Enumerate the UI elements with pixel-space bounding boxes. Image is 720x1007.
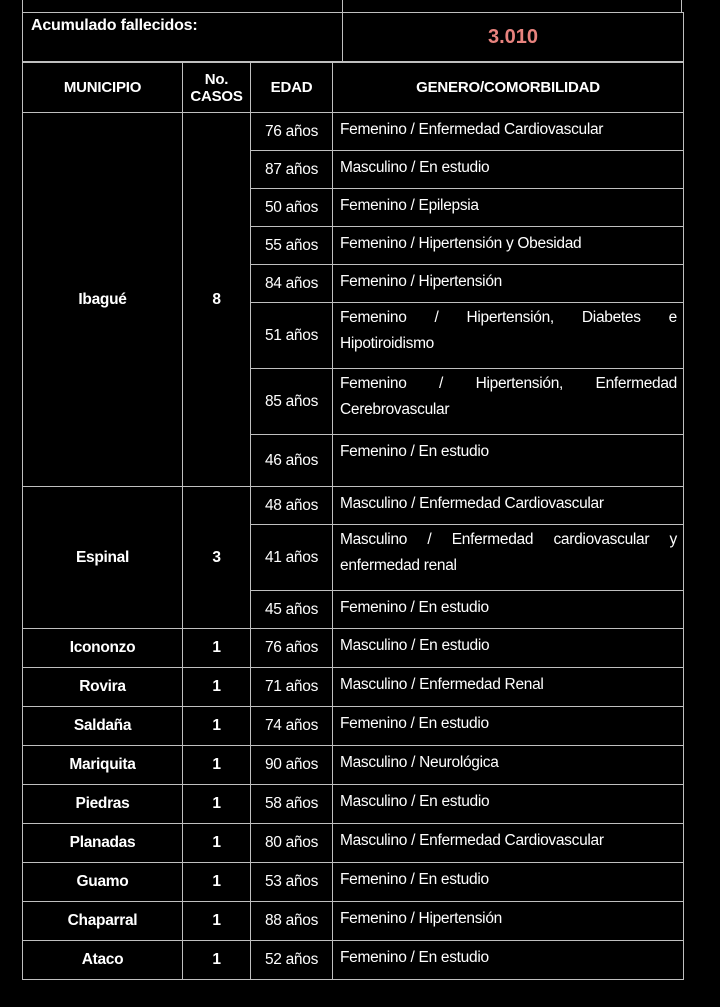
edad-cell: 71 años (251, 668, 333, 707)
genero-comorbilidad-cell (333, 707, 684, 746)
edad-cell: 41 años (251, 525, 333, 591)
genero-comorbilidad-cell (333, 785, 684, 824)
genero-comorbilidad-text: Femenino / Hipertensión, Enfermedad Cerebrovascular (340, 375, 677, 418)
edad-cell: 50 años (251, 189, 333, 227)
edad-cell: 80 años (251, 824, 333, 863)
genero-comorbilidad-text: Femenino / En estudio (340, 599, 489, 616)
genero-comorbilidad-cell (333, 303, 684, 369)
genero-comorbilidad-text: Masculino / Enfermedad Cardiovascular (340, 832, 604, 849)
casos-cell: 1 (183, 668, 251, 707)
summary-table (22, 12, 684, 62)
casos-cell: 1 (183, 941, 251, 980)
municipio-cell: Icononzo (23, 629, 183, 668)
casos-cell: 8 (183, 113, 251, 487)
genero-comorbilidad-cell (333, 941, 684, 980)
genero-comorbilidad-text: Masculino / Enfermedad cardiovascular y enfermedad renal (340, 531, 677, 574)
genero-comorbilidad-cell (333, 435, 684, 487)
genero-comorbilidad-cell (333, 189, 684, 227)
table-body (23, 113, 684, 980)
casos-cell: 1 (183, 824, 251, 863)
genero-comorbilidad-cell (333, 824, 684, 863)
table-row (23, 941, 684, 980)
municipio-cell: Saldaña (23, 707, 183, 746)
casos-cell: 1 (183, 863, 251, 902)
edad-cell: 53 años (251, 863, 333, 902)
accumulated-deaths-value: 3.010 (343, 13, 684, 62)
edad-cell: 51 años (251, 303, 333, 369)
header-genero: GENERO/COMORBILIDAD (333, 63, 684, 113)
edad-cell: 87 años (251, 151, 333, 189)
genero-comorbilidad-cell (333, 113, 684, 151)
table-row (23, 863, 684, 902)
header-casos (183, 63, 251, 113)
genero-comorbilidad-cell (333, 227, 684, 265)
edad-cell: 74 años (251, 707, 333, 746)
edad-cell: 52 años (251, 941, 333, 980)
edad-cell: 76 años (251, 629, 333, 668)
genero-comorbilidad-cell (333, 746, 684, 785)
edad-cell: 55 años (251, 227, 333, 265)
table-row (23, 487, 684, 525)
edad-cell: 48 años (251, 487, 333, 525)
casos-cell: 1 (183, 746, 251, 785)
table-row (23, 668, 684, 707)
genero-comorbilidad-text: Femenino / En estudio (340, 949, 489, 966)
table-row (23, 707, 684, 746)
deaths-report (22, 0, 682, 980)
genero-comorbilidad-text: Femenino / En estudio (340, 871, 489, 888)
edad-cell: 45 años (251, 591, 333, 629)
genero-comorbilidad-cell (333, 151, 684, 189)
edad-cell: 76 años (251, 113, 333, 151)
genero-comorbilidad-text: Masculino / En estudio (340, 159, 490, 176)
genero-comorbilidad-text: Femenino / Hipertensión (340, 910, 502, 927)
genero-comorbilidad-cell (333, 369, 684, 435)
genero-comorbilidad-cell (333, 265, 684, 303)
municipio-cell: Ibagué (23, 113, 183, 487)
header-edad: EDAD (251, 63, 333, 113)
genero-comorbilidad-cell (333, 525, 684, 591)
genero-comorbilidad-text: Femenino / Hipertensión, Diabetes e Hipotiroidismo (340, 309, 677, 352)
municipio-cell: Espinal (23, 487, 183, 629)
genero-comorbilidad-text: Masculino / En estudio (340, 793, 490, 810)
casos-cell: 1 (183, 902, 251, 941)
municipio-cell: Ataco (23, 941, 183, 980)
genero-comorbilidad-text: Masculino / Neurológica (340, 754, 499, 771)
municipio-cell: Chaparral (23, 902, 183, 941)
header-municipio: MUNICIPIO (23, 63, 183, 113)
genero-comorbilidad-text: Masculino / Enfermedad Renal (340, 676, 544, 693)
genero-comorbilidad-cell (333, 902, 684, 941)
edad-cell: 46 años (251, 435, 333, 487)
table-row (23, 824, 684, 863)
genero-comorbilidad-text: Femenino / En estudio (340, 443, 489, 460)
table-row (23, 629, 684, 668)
casos-cell: 3 (183, 487, 251, 629)
header-row (23, 63, 684, 113)
municipio-cell: Rovira (23, 668, 183, 707)
genero-comorbilidad-cell (333, 863, 684, 902)
genero-comorbilidad-cell (333, 591, 684, 629)
summary-row (23, 13, 684, 62)
municipio-cell: Planadas (23, 824, 183, 863)
edad-cell: 84 años (251, 265, 333, 303)
municipio-cell: Mariquita (23, 746, 183, 785)
edad-cell: 58 años (251, 785, 333, 824)
genero-comorbilidad-text: Masculino / Enfermedad Cardiovascular (340, 495, 604, 512)
table-row (23, 902, 684, 941)
genero-comorbilidad-text: Femenino / En estudio (340, 715, 489, 732)
municipio-cell: Piedras (23, 785, 183, 824)
genero-comorbilidad-cell (333, 487, 684, 525)
genero-comorbilidad-text: Femenino / Hipertensión (340, 273, 502, 290)
genero-comorbilidad-text: Femenino / Epilepsia (340, 197, 479, 214)
table-row (23, 785, 684, 824)
table-row (23, 113, 684, 151)
genero-comorbilidad-cell (333, 668, 684, 707)
edad-cell: 88 años (251, 902, 333, 941)
table-row (23, 746, 684, 785)
genero-comorbilidad-cell (333, 629, 684, 668)
casos-cell: 1 (183, 629, 251, 668)
genero-comorbilidad-text: Masculino / En estudio (340, 637, 490, 654)
edad-cell: 85 años (251, 369, 333, 435)
genero-comorbilidad-text: Femenino / Enfermedad Cardiovascular (340, 121, 604, 138)
cases-table (22, 62, 684, 980)
accumulated-deaths-label: Acumulado fallecidos: (23, 13, 343, 62)
casos-cell: 1 (183, 785, 251, 824)
casos-cell: 1 (183, 707, 251, 746)
header-casos-line1: No. (204, 70, 229, 88)
table-top-strip (22, 0, 682, 12)
genero-comorbilidad-text: Femenino / Hipertensión y Obesidad (340, 235, 582, 252)
municipio-cell: Guamo (23, 863, 183, 902)
header-casos-line2: CASOS (190, 87, 243, 105)
edad-cell: 90 años (251, 746, 333, 785)
